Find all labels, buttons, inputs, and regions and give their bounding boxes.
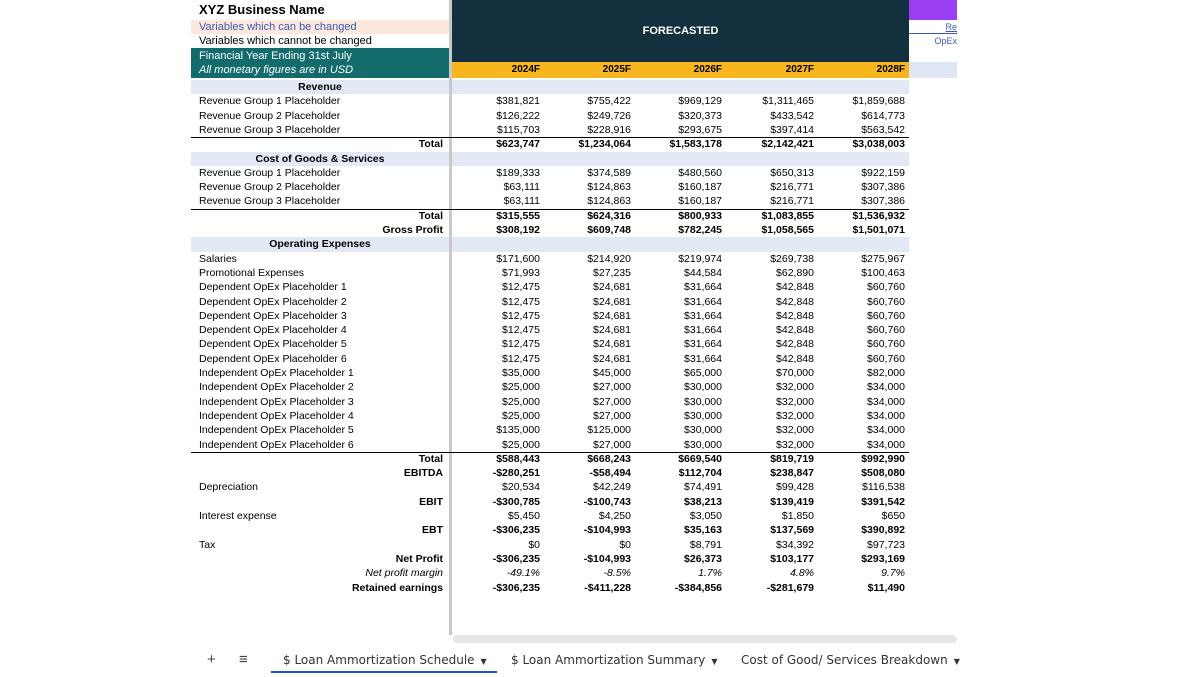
value-cell[interactable]: $397,414: [770, 123, 814, 136]
row-label-cell[interactable]: Revenue Group 1 Placeholder: [199, 95, 341, 108]
value-cell[interactable]: $969,129: [678, 95, 722, 108]
table-row: [191, 180, 957, 194]
year-cell[interactable]: 2026F: [693, 64, 722, 75]
value-cell[interactable]: $42,848: [776, 281, 814, 294]
value-cell[interactable]: $82,000: [867, 367, 905, 379]
row-label-cell[interactable]: Revenue Group 2 Placeholder: [199, 181, 341, 194]
value-cell[interactable]: $60,760: [867, 281, 905, 294]
value-cell[interactable]: $30,000: [684, 395, 722, 408]
value-cell[interactable]: $171,600: [496, 252, 540, 265]
value-cell[interactable]: $27,000: [593, 381, 631, 394]
value-cell[interactable]: $623,747: [496, 138, 540, 151]
value-cell[interactable]: $320,373: [678, 109, 722, 122]
value-cell[interactable]: $4,250: [598, 510, 631, 522]
value-cell[interactable]: -$306,235: [492, 552, 540, 565]
edge-border: [909, 33, 957, 34]
value-cell[interactable]: $42,848: [776, 338, 814, 351]
value-cell[interactable]: $293,675: [678, 123, 722, 136]
value-cell[interactable]: $307,386: [861, 181, 905, 194]
value-cell[interactable]: $275,967: [861, 252, 905, 265]
value-cell[interactable]: $32,000: [776, 395, 814, 408]
value-cell[interactable]: $1,850: [781, 510, 814, 522]
value-cell[interactable]: $480,560: [678, 166, 722, 179]
value-cell[interactable]: $624,316: [587, 209, 631, 222]
value-cell[interactable]: $24,681: [593, 352, 631, 365]
all-sheets-menu-button[interactable]: ≡: [239, 651, 248, 668]
table-row: [191, 438, 957, 452]
value-cell[interactable]: $31,664: [684, 309, 722, 322]
value-cell[interactable]: $65,000: [684, 367, 722, 379]
value-cell[interactable]: $99,428: [776, 481, 814, 494]
tab-label: $ Loan Ammortization Summary: [511, 653, 706, 667]
value-cell[interactable]: $35,163: [684, 524, 722, 537]
value-cell[interactable]: $12,475: [502, 309, 540, 322]
accent-cell[interactable]: [909, 0, 957, 20]
value-cell[interactable]: -$281,679: [766, 581, 814, 594]
edge-opex-cell[interactable]: OpEx: [934, 36, 957, 46]
table-row: [191, 123, 957, 137]
row-label-cell[interactable]: Revenue Group 3 Placeholder: [199, 195, 341, 208]
value-cell[interactable]: $228,916: [587, 123, 631, 136]
row-label-cell[interactable]: Depreciation: [199, 481, 258, 494]
row-label-cell[interactable]: Independent OpEx Placeholder 2: [199, 381, 354, 394]
tab-loan-ammortization-schedule[interactable]: [271, 645, 497, 673]
table-row: [191, 295, 957, 309]
row-label-cell[interactable]: Independent OpEx Placeholder 3: [199, 395, 354, 408]
value-cell[interactable]: $0: [619, 538, 631, 551]
value-cell[interactable]: $650,313: [770, 166, 814, 179]
value-cell[interactable]: $31,664: [684, 352, 722, 365]
row-label-cell[interactable]: EBITDA: [403, 467, 443, 480]
value-cell[interactable]: $30,000: [684, 409, 722, 422]
value-cell[interactable]: $135,000: [496, 424, 540, 437]
value-cell[interactable]: $32,000: [776, 409, 814, 422]
row-label-cell[interactable]: Dependent OpEx Placeholder 2: [199, 295, 347, 308]
section-header-row: [191, 237, 957, 251]
value-cell[interactable]: $1,311,465: [762, 95, 814, 108]
row-label-cell[interactable]: Total: [418, 138, 443, 151]
row-label-cell[interactable]: Promotional Expenses: [199, 266, 305, 279]
value-cell[interactable]: $216,771: [770, 181, 814, 194]
value-cell[interactable]: $100,463: [861, 266, 905, 279]
table-row: [191, 538, 957, 552]
value-cell[interactable]: $3,050: [689, 510, 722, 522]
value-cell[interactable]: $189,333: [496, 166, 540, 179]
value-cell[interactable]: $381,821: [496, 95, 540, 108]
value-cell[interactable]: $42,848: [776, 309, 814, 322]
total-row: [191, 581, 957, 595]
value-cell[interactable]: $160,187: [678, 181, 722, 194]
row-label-cell[interactable]: Net profit margin: [365, 567, 443, 580]
value-cell[interactable]: $38,213: [684, 495, 722, 508]
value-cell[interactable]: $42,848: [776, 352, 814, 365]
value-cell[interactable]: $216,771: [770, 195, 814, 208]
value-cell[interactable]: -49.1%: [506, 567, 540, 580]
value-cell[interactable]: $755,422: [587, 95, 631, 108]
row-label-cell[interactable]: Cost of Goods & Services: [255, 152, 385, 165]
value-cell[interactable]: $614,773: [861, 109, 905, 122]
value-cell[interactable]: $34,000: [867, 438, 905, 451]
value-cell[interactable]: $5,450: [507, 510, 540, 522]
value-cell[interactable]: $139,419: [770, 495, 814, 508]
tab-dropdown-icon[interactable]: ▼: [480, 657, 487, 666]
value-cell[interactable]: $433,542: [770, 109, 814, 122]
table-row: [191, 252, 957, 266]
value-cell[interactable]: $42,848: [776, 295, 814, 308]
total-border: [191, 137, 909, 138]
value-cell[interactable]: $31,664: [684, 295, 722, 308]
value-cell[interactable]: $32,000: [776, 424, 814, 437]
add-sheet-button[interactable]: +: [207, 651, 216, 668]
row-label-cell[interactable]: Independent OpEx Placeholder 1: [199, 367, 354, 379]
value-cell[interactable]: $34,000: [867, 424, 905, 437]
value-cell[interactable]: $103,177: [770, 552, 814, 565]
table-row: [191, 480, 957, 494]
section-band: [452, 152, 909, 166]
value-cell[interactable]: $125,000: [587, 424, 631, 437]
tab-loan-ammortization-summary[interactable]: [511, 645, 718, 673]
business-name-cell[interactable]: XYZ Business Name: [199, 2, 325, 17]
row-label-cell[interactable]: Dependent OpEx Placeholder 1: [199, 281, 347, 294]
value-cell[interactable]: -$384,856: [674, 581, 722, 594]
row-label-cell[interactable]: Tax: [199, 538, 216, 551]
total-row: [191, 452, 957, 466]
value-cell[interactable]: $34,000: [867, 409, 905, 422]
value-cell[interactable]: $307,386: [861, 195, 905, 208]
value-cell[interactable]: $27,235: [593, 266, 631, 279]
legend-fixed-cell[interactable]: Variables which cannot be changed: [199, 35, 372, 47]
value-cell[interactable]: $124,863: [587, 195, 631, 208]
table-row: [191, 352, 957, 366]
value-cell[interactable]: $27,000: [593, 438, 631, 451]
value-cell[interactable]: $63,111: [503, 181, 540, 194]
edge-header-cell: [909, 62, 957, 78]
row-label-cell[interactable]: Total: [418, 452, 443, 465]
value-cell[interactable]: -8.5%: [603, 567, 631, 580]
value-cell[interactable]: $30,000: [684, 438, 722, 451]
table-row: [191, 280, 957, 294]
value-cell[interactable]: $11,490: [867, 581, 905, 594]
value-cell[interactable]: $374,589: [587, 166, 631, 179]
total-row: [191, 137, 957, 151]
value-cell[interactable]: -$58,494: [589, 467, 631, 480]
table-row: [191, 509, 957, 523]
total-row: [191, 495, 957, 509]
row-label-cell[interactable]: Total: [418, 209, 443, 222]
section-band: [452, 237, 909, 251]
financial-year-cell[interactable]: [191, 48, 449, 78]
value-cell[interactable]: $24,681: [593, 324, 631, 337]
value-cell[interactable]: $31,664: [684, 281, 722, 294]
value-cell[interactable]: $12,475: [502, 324, 540, 337]
value-cell[interactable]: $24,681: [593, 281, 631, 294]
value-cell[interactable]: $25,000: [502, 395, 540, 408]
value-cell[interactable]: $60,760: [867, 309, 905, 322]
tab-dropdown-icon[interactable]: ▼: [711, 657, 718, 666]
value-cell[interactable]: $137,569: [770, 524, 814, 537]
value-cell[interactable]: $20,534: [502, 481, 540, 494]
value-cell[interactable]: $238,847: [770, 467, 814, 480]
value-cell[interactable]: $269,738: [770, 252, 814, 265]
value-cell[interactable]: $32,000: [776, 438, 814, 451]
row-label-cell[interactable]: Operating Expenses: [269, 238, 371, 251]
total-row: [191, 552, 957, 566]
year-cell[interactable]: 2025F: [602, 64, 631, 75]
value-cell[interactable]: 4.8%: [790, 567, 814, 580]
tab-cost-of-goods-breakdown[interactable]: [741, 645, 960, 673]
table-row: [191, 395, 957, 409]
value-cell[interactable]: $24,681: [593, 338, 631, 351]
value-cell[interactable]: $71,993: [502, 266, 540, 279]
value-cell[interactable]: $35,000: [502, 367, 540, 379]
table-row: [191, 366, 957, 380]
value-cell[interactable]: $12,475: [502, 352, 540, 365]
value-cell[interactable]: $782,245: [678, 224, 722, 236]
row-label-cell[interactable]: Dependent OpEx Placeholder 6: [199, 352, 347, 365]
table-row: [191, 380, 957, 394]
total-border: [191, 209, 909, 210]
table-row: [191, 566, 957, 580]
currency-line: All monetary figures are in USD: [199, 64, 354, 76]
value-cell[interactable]: $249,726: [587, 109, 631, 122]
value-cell[interactable]: $0: [528, 538, 540, 551]
value-cell[interactable]: $34,000: [867, 381, 905, 394]
value-cell[interactable]: $30,000: [684, 424, 722, 437]
value-cell[interactable]: $819,719: [770, 452, 814, 465]
value-cell[interactable]: $1,234,064: [578, 138, 631, 151]
value-cell[interactable]: $219,974: [678, 252, 722, 265]
value-cell[interactable]: $25,000: [502, 438, 540, 451]
value-cell[interactable]: $27,000: [593, 395, 631, 408]
value-cell[interactable]: $214,920: [587, 252, 631, 265]
value-cell[interactable]: $115,703: [496, 123, 540, 136]
value-cell[interactable]: $12,475: [502, 338, 540, 351]
row-label-cell[interactable]: Gross Profit: [382, 224, 443, 236]
row-label-cell[interactable]: Dependent OpEx Placeholder 4: [199, 324, 347, 337]
sheet-tab-bar: [191, 645, 961, 675]
table-row: [191, 323, 957, 337]
total-row: [191, 466, 957, 480]
value-cell[interactable]: $62,890: [776, 266, 814, 279]
value-cell[interactable]: $112,704: [678, 467, 722, 480]
value-cell[interactable]: $160,187: [678, 195, 722, 208]
value-cell[interactable]: $391,542: [861, 495, 905, 508]
row-label-cell[interactable]: Independent OpEx Placeholder 5: [199, 424, 354, 437]
total-row: [191, 523, 957, 537]
value-cell[interactable]: $12,475: [502, 295, 540, 308]
table-row: [191, 266, 957, 280]
value-cell[interactable]: $1,583,178: [669, 138, 722, 151]
value-cell[interactable]: $97,723: [867, 538, 905, 551]
row-label-cell[interactable]: Revenue Group 2 Placeholder: [199, 109, 341, 122]
total-row: [191, 209, 957, 223]
section-header-row: [191, 152, 957, 166]
value-cell[interactable]: $1,501,071: [852, 224, 905, 236]
value-cell[interactable]: $293,169: [861, 552, 905, 565]
table-row: [191, 109, 957, 123]
table-row: [191, 423, 957, 437]
value-cell[interactable]: $60,760: [867, 295, 905, 308]
value-cell[interactable]: $34,392: [776, 538, 814, 551]
year-cell[interactable]: 2028F: [876, 64, 905, 75]
value-cell[interactable]: $308,192: [496, 224, 540, 236]
value-cell[interactable]: $1,058,565: [761, 224, 814, 236]
value-cell[interactable]: -$306,235: [492, 524, 540, 537]
value-cell[interactable]: $60,760: [867, 338, 905, 351]
year-cell[interactable]: 2024F: [511, 64, 540, 75]
value-cell[interactable]: $12,475: [502, 281, 540, 294]
row-label-cell[interactable]: Dependent OpEx Placeholder 3: [199, 309, 347, 322]
value-cell[interactable]: $44,584: [684, 266, 722, 279]
row-label-cell[interactable]: EBIT: [419, 495, 443, 508]
value-cell[interactable]: $60,760: [867, 324, 905, 337]
value-cell[interactable]: $922,159: [861, 166, 905, 179]
value-cell[interactable]: 9.7%: [881, 567, 905, 580]
value-cell[interactable]: $31,664: [684, 324, 722, 337]
table-row: [191, 94, 957, 108]
value-cell[interactable]: -$100,743: [583, 495, 631, 508]
value-cell[interactable]: $668,243: [587, 452, 631, 465]
value-cell[interactable]: $30,000: [684, 381, 722, 394]
section-header-row: [191, 80, 957, 94]
value-cell[interactable]: $1,536,932: [852, 209, 905, 222]
row-label-cell[interactable]: Independent OpEx Placeholder 4: [199, 409, 354, 422]
fy-line: Financial Year Ending 31st July: [199, 50, 352, 62]
value-cell[interactable]: $27,000: [593, 409, 631, 422]
total-border: [191, 452, 909, 453]
value-cell[interactable]: $70,000: [776, 367, 814, 379]
year-header-row: [452, 62, 909, 78]
tab-label: $ Loan Ammortization Schedule: [283, 653, 475, 667]
tab-label: Cost of Good/ Services Breakdown: [741, 653, 948, 667]
section-band: [452, 80, 909, 94]
value-cell[interactable]: $74,491: [684, 481, 722, 494]
table-row: [191, 409, 957, 423]
forecasted-header[interactable]: FORECASTED: [452, 0, 909, 62]
value-cell[interactable]: $2,142,421: [761, 138, 814, 151]
value-cell[interactable]: $25,000: [502, 409, 540, 422]
value-cell[interactable]: $34,000: [867, 395, 905, 408]
value-cell[interactable]: $25,000: [502, 381, 540, 394]
value-cell[interactable]: $26,373: [684, 552, 722, 565]
row-label-cell[interactable]: Interest expense: [199, 510, 277, 522]
value-cell[interactable]: -$300,785: [492, 495, 540, 508]
total-row: [191, 223, 957, 237]
row-label-cell[interactable]: Revenue Group 1 Placeholder: [199, 166, 341, 179]
value-cell[interactable]: -$306,235: [492, 581, 540, 594]
value-cell[interactable]: $315,555: [496, 209, 540, 222]
row-label-cell[interactable]: EBT: [422, 524, 443, 537]
value-cell[interactable]: $3,038,003: [852, 138, 905, 151]
value-cell[interactable]: $650: [881, 510, 905, 522]
row-label-cell[interactable]: Salaries: [199, 252, 237, 265]
row-label-cell[interactable]: Net Profit: [395, 552, 443, 565]
table-row: [191, 194, 957, 208]
value-cell[interactable]: $63,111: [503, 195, 540, 208]
value-cell[interactable]: $32,000: [776, 381, 814, 394]
value-cell[interactable]: $60,760: [867, 352, 905, 365]
value-cell[interactable]: $24,681: [593, 309, 631, 322]
value-cell[interactable]: $609,748: [587, 224, 631, 236]
value-cell[interactable]: $800,933: [678, 209, 722, 222]
value-cell[interactable]: -$104,993: [583, 524, 631, 537]
value-cell[interactable]: $992,990: [861, 452, 905, 465]
value-cell[interactable]: $1,859,688: [852, 95, 905, 108]
edge-link-cell[interactable]: Re: [945, 22, 957, 32]
value-cell[interactable]: $508,080: [861, 467, 905, 480]
value-cell[interactable]: $563,542: [861, 123, 905, 136]
legend-changeable-cell[interactable]: Variables which can be changed: [191, 20, 449, 34]
value-cell[interactable]: $24,681: [593, 295, 631, 308]
value-cell[interactable]: -$280,251: [492, 467, 540, 480]
table-row: [191, 337, 957, 351]
row-label-cell[interactable]: Independent OpEx Placeholder 6: [199, 438, 354, 451]
table-row: [191, 166, 957, 180]
value-cell[interactable]: $42,848: [776, 324, 814, 337]
value-cell[interactable]: $45,000: [593, 367, 631, 379]
value-cell[interactable]: $588,443: [496, 452, 540, 465]
table-row: [191, 309, 957, 323]
value-cell[interactable]: $124,863: [587, 181, 631, 194]
row-label-cell[interactable]: Dependent OpEx Placeholder 5: [199, 338, 347, 351]
tab-dropdown-icon[interactable]: ▼: [953, 657, 960, 666]
row-label-cell[interactable]: Revenue Group 3 Placeholder: [199, 123, 341, 136]
value-cell[interactable]: $390,892: [861, 524, 905, 537]
value-cell[interactable]: -$411,228: [584, 581, 631, 594]
value-cell[interactable]: $42,249: [593, 481, 631, 494]
value-cell[interactable]: $8,791: [689, 538, 722, 551]
value-cell[interactable]: $669,540: [678, 452, 722, 465]
row-label-cell[interactable]: Retained earnings: [351, 581, 443, 594]
value-cell[interactable]: $116,538: [861, 481, 905, 494]
value-cell[interactable]: 1.7%: [698, 567, 722, 580]
year-cell[interactable]: 2027F: [785, 64, 814, 75]
value-cell[interactable]: -$104,993: [583, 552, 631, 565]
row-label-cell[interactable]: Revenue: [298, 81, 342, 93]
value-cell[interactable]: $1,083,855: [761, 209, 814, 222]
value-cell[interactable]: $31,664: [684, 338, 722, 351]
value-cell[interactable]: $126,222: [496, 109, 540, 122]
horizontal-scrollbar[interactable]: [453, 635, 957, 643]
spreadsheet-grid[interactable]: [191, 0, 957, 645]
